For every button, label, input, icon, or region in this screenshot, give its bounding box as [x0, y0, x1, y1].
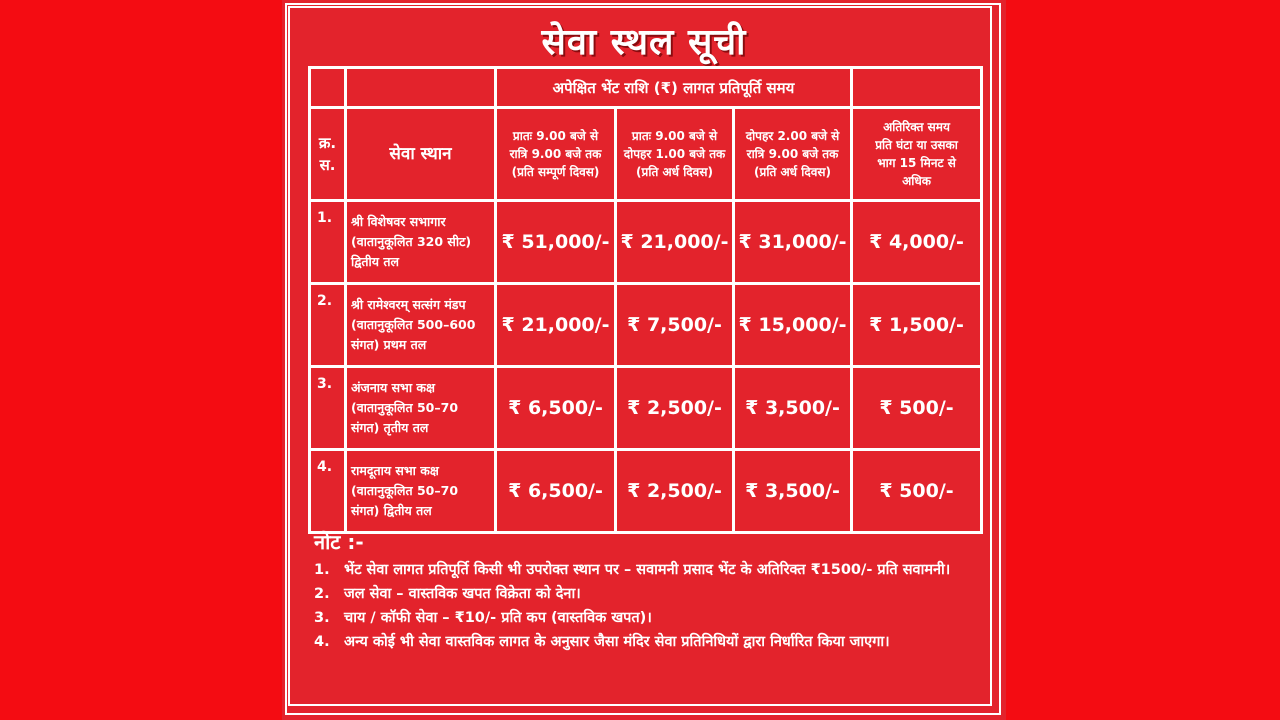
- group-header-row: [310, 68, 982, 108]
- col-header-half-morning: प्रातः 9.00 बजे से दोपहर 1.00 बजे तक (प्रति अर्ध दिवस): [616, 108, 734, 201]
- row-sn: 4.: [310, 450, 346, 533]
- table-row: [310, 201, 982, 284]
- col-header-half-evening: दोपहर 2.00 बजे से रात्रि 9.00 बजे तक (प्रति अर्ध दिवस): [734, 108, 852, 201]
- note-item: [314, 583, 974, 606]
- note-number: 1.: [314, 562, 330, 578]
- row-sn: 2.: [310, 284, 346, 367]
- col-header-place: सेवा स्थान: [346, 108, 496, 201]
- rate-full-day: ₹ 6,500/-: [496, 450, 616, 533]
- rate-extra: ₹ 500/-: [852, 450, 982, 533]
- group-header: अपेक्षित भेंट राशि (₹) लागत प्रतिपूर्ति समय: [496, 68, 852, 108]
- note-number: 2.: [314, 586, 330, 602]
- table-row: [310, 284, 982, 367]
- rate-full-day: ₹ 6,500/-: [496, 367, 616, 450]
- col-header-full-day: प्रातः 9.00 बजे से रात्रि 9.00 बजे तक (प्रति सम्पूर्ण दिवस): [496, 108, 616, 201]
- col-header-sn: क्र. स.: [310, 108, 346, 201]
- rate-half-morning: ₹ 7,500/-: [616, 284, 734, 367]
- row-sn: 3.: [310, 367, 346, 450]
- rate-full-day: ₹ 51,000/-: [496, 201, 616, 284]
- note-text: जल सेवा – वास्तविक खपत विक्रेता को देना।: [344, 586, 581, 602]
- empty-header-cell: [852, 68, 982, 108]
- rate-half-morning: ₹ 2,500/-: [616, 367, 734, 450]
- row-place: श्री रामेश्वरम् सत्संग मंडप (वातानुकूलित 500–600 संगत) प्रथम तल: [346, 284, 496, 367]
- notes-heading: नोट :-: [314, 530, 364, 554]
- empty-header-cell: [310, 68, 346, 108]
- notes-section: [314, 528, 974, 655]
- note-item: [314, 559, 974, 582]
- note-item: [314, 607, 974, 630]
- note-item: [314, 631, 974, 654]
- rate-card-panel: [282, 0, 1006, 720]
- note-text: भेंट सेवा लागत प्रतिपूर्ति किसी भी उपरोक्त स्थान पर – सवामनी प्रसाद भेंट के अतिरिक्त ₹1500/- प्रति सवामनी।: [344, 562, 951, 578]
- rate-half-morning: ₹ 21,000/-: [616, 201, 734, 284]
- rate-extra: ₹ 4,000/-: [852, 201, 982, 284]
- note-text: अन्य कोई भी सेवा वास्तविक लागत के अनुसार जैसा मंदिर सेवा प्रतिनिधियों द्वारा निर्धारित किया जाएगा।: [344, 634, 890, 650]
- note-number: 3.: [314, 610, 330, 626]
- rates-table: [308, 66, 983, 534]
- row-place: रामदूताय सभा कक्ष (वातानुकूलित 50–70 संगत) द्वितीय तल: [346, 450, 496, 533]
- table-row: [310, 450, 982, 533]
- row-sn: 1.: [310, 201, 346, 284]
- rate-half-morning: ₹ 2,500/-: [616, 450, 734, 533]
- rate-half-evening: ₹ 15,000/-: [734, 284, 852, 367]
- table-row: [310, 367, 982, 450]
- rate-half-evening: ₹ 3,500/-: [734, 450, 852, 533]
- rate-half-evening: ₹ 31,000/-: [734, 201, 852, 284]
- row-place: अंजनाय सभा कक्ष (वातानुकूलित 50–70 संगत) तृतीय तल: [346, 367, 496, 450]
- page-title: सेवा स्थल सूची: [541, 22, 747, 63]
- row-place: श्री विशेषवर सभागार (वातानुकूलित 320 सीट) द्वितीय तल: [346, 201, 496, 284]
- note-number: 4.: [314, 634, 330, 650]
- rate-extra: ₹ 1,500/-: [852, 284, 982, 367]
- rate-extra: ₹ 500/-: [852, 367, 982, 450]
- col-header-extra-time: अतिरिक्त समय प्रति घंटा या उसका भाग 15 मिनट से अधिक: [852, 108, 982, 201]
- note-text: चाय / कॉफी सेवा – ₹10/- प्रति कप (वास्तविक खपत)।: [344, 610, 652, 626]
- empty-header-cell: [346, 68, 496, 108]
- rate-half-evening: ₹ 3,500/-: [734, 367, 852, 450]
- rate-full-day: ₹ 21,000/-: [496, 284, 616, 367]
- column-header-row: [310, 108, 982, 201]
